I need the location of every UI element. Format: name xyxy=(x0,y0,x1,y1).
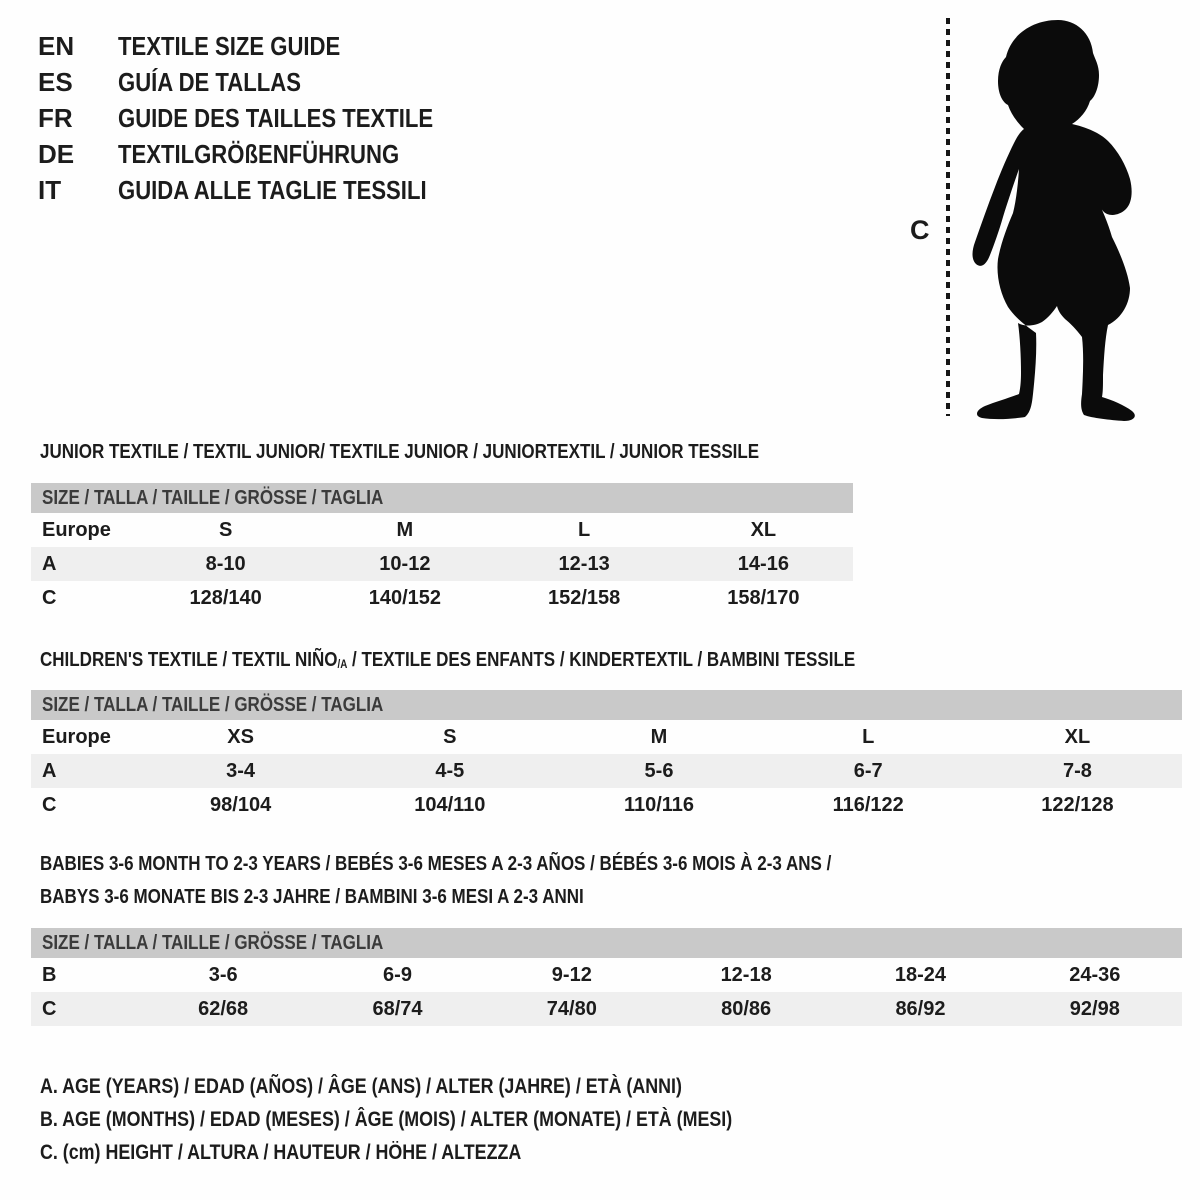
language-title: TEXTILGRÖßENFÜHRUNG xyxy=(118,138,400,169)
size-value: 128/140 xyxy=(189,586,262,609)
size-header-label: SIZE / TALLA / TAILLE / GRÖSSE / TAGLIA xyxy=(42,486,384,509)
language-title: GUÍA DE TALLAS xyxy=(118,66,301,97)
size-value: L xyxy=(862,725,875,748)
language-row xyxy=(38,136,489,172)
size-value: 62/68 xyxy=(198,997,249,1020)
language-title: TEXTILE SIZE GUIDE xyxy=(118,30,341,61)
table-row xyxy=(31,958,1182,992)
size-value: 98/104 xyxy=(210,793,272,816)
footnote xyxy=(40,1136,854,1169)
table-row xyxy=(31,581,853,615)
size-value: 6-9 xyxy=(383,963,412,986)
table-row xyxy=(31,992,1182,1026)
table-size-header xyxy=(31,690,1182,720)
language-code: IT xyxy=(38,174,62,205)
size-value: 122/128 xyxy=(1041,793,1114,816)
language-code: FR xyxy=(38,102,73,133)
size-value: XS xyxy=(227,725,254,748)
language-code: DE xyxy=(38,138,75,169)
size-value: 3-4 xyxy=(226,759,256,782)
size-value: 12-13 xyxy=(558,552,610,575)
size-value: 5-6 xyxy=(644,759,674,782)
junior-size-table xyxy=(31,483,853,615)
size-value: 24-36 xyxy=(1069,963,1121,986)
language-title-list xyxy=(38,28,489,208)
size-value: 110/116 xyxy=(623,793,695,816)
size-value: 9-12 xyxy=(551,963,592,986)
language-row xyxy=(38,28,489,64)
table-row xyxy=(31,513,853,547)
nino-a-subscript: /A xyxy=(337,658,348,672)
footnote xyxy=(40,1070,854,1103)
row-label: A xyxy=(42,552,57,575)
size-value: 12-18 xyxy=(720,963,772,986)
footnote-text: A. AGE (YEARS) / EDAD (AÑOS) / ÂGE (ANS) / ALTER (JAHRE) / ETÀ (ANNI) xyxy=(40,1075,682,1098)
footnote xyxy=(40,1103,854,1136)
table-row xyxy=(31,788,1182,822)
row-label: C xyxy=(42,997,57,1020)
size-value: XL xyxy=(750,518,777,541)
row-label: Europe xyxy=(42,518,111,541)
size-value: 116/122 xyxy=(832,793,904,816)
footnote-legend xyxy=(40,1070,854,1169)
row-label: A xyxy=(42,759,57,782)
size-header-label: SIZE / TALLA / TAILLE / GRÖSSE / TAGLIA xyxy=(42,693,384,716)
children-size-table xyxy=(31,690,1182,822)
language-code: EN xyxy=(38,30,75,61)
size-value: 92/98 xyxy=(1069,997,1120,1020)
size-value: XL xyxy=(1064,725,1091,748)
size-value: 8-10 xyxy=(205,552,246,575)
size-value: 104/110 xyxy=(414,793,486,816)
table-size-header xyxy=(31,928,1182,958)
junior-section-title: JUNIOR TEXTILE / TEXTIL JUNIOR/ TEXTILE JUNIOR / JUNIORTEXTIL / JUNIOR TESSILE xyxy=(40,441,760,463)
size-value: 140/152 xyxy=(368,586,442,609)
size-value: 80/86 xyxy=(721,997,772,1020)
row-label: C xyxy=(42,793,57,816)
language-row xyxy=(38,100,489,136)
size-header-label: SIZE / TALLA / TAILLE / GRÖSSE / TAGLIA xyxy=(42,931,384,954)
size-value: 152/158 xyxy=(547,586,621,609)
row-label: Europe xyxy=(42,725,111,748)
table-row xyxy=(31,720,1182,754)
size-value: 4-5 xyxy=(435,759,465,782)
size-value: 7-8 xyxy=(1062,759,1092,782)
language-row xyxy=(38,172,489,208)
size-value: S xyxy=(218,518,233,541)
toddler-silhouette-image xyxy=(958,13,1148,421)
size-value: 86/92 xyxy=(895,997,946,1020)
row-label: B xyxy=(42,963,57,986)
children-section-title: CHILDREN'S TEXTILE / TEXTIL NIÑO/A / TEXTILE DES ENFANTS / KINDERTEXTIL / BAMBINI TESSILE xyxy=(40,649,856,672)
size-value: 18-24 xyxy=(894,963,947,986)
size-value: M xyxy=(396,518,414,541)
language-row xyxy=(38,64,489,100)
size-value: S xyxy=(443,725,457,748)
size-value: M xyxy=(650,725,668,748)
size-value: 14-16 xyxy=(737,552,789,575)
row-label: C xyxy=(42,586,57,609)
size-value: 68/74 xyxy=(372,997,423,1020)
size-value: 158/170 xyxy=(727,586,800,609)
babies-section-title: BABIES 3-6 MONTH TO 2-3 YEARS / BEBÉS 3-6 MESES A 2-3 AÑOS / BÉBÉS 3-6 MOIS À 2-3 ANS / BABYS 3-6 MONATE BIS 2-3 JAHRE / BAMBINI 3-6 MESI A 2-3 ANNI xyxy=(40,853,832,908)
size-value: 74/80 xyxy=(546,997,597,1020)
size-value: 10-12 xyxy=(379,552,431,575)
height-measure-line xyxy=(946,18,950,416)
size-value: 6-7 xyxy=(853,759,883,782)
size-value: L xyxy=(578,518,591,541)
size-value: 3-6 xyxy=(208,963,238,986)
language-title: GUIDA ALLE TAGLIE TESSILI xyxy=(118,174,427,205)
babies-size-table xyxy=(31,928,1182,1026)
language-title: GUIDE DES TAILLES TEXTILE xyxy=(118,102,434,133)
language-code: ES xyxy=(38,66,73,97)
footnote-text: C. (cm) HEIGHT / ALTURA / HAUTEUR / HÖHE / ALTEZZA xyxy=(40,1141,522,1164)
height-measure-label: C xyxy=(910,215,930,245)
table-size-header xyxy=(31,483,853,513)
footnote-text: B. AGE (MONTHS) / EDAD (MESES) / ÂGE (MOIS) / ALTER (MONATE) / ETÀ (MESI) xyxy=(40,1108,733,1131)
table-row xyxy=(31,547,853,581)
table-row xyxy=(31,754,1182,788)
